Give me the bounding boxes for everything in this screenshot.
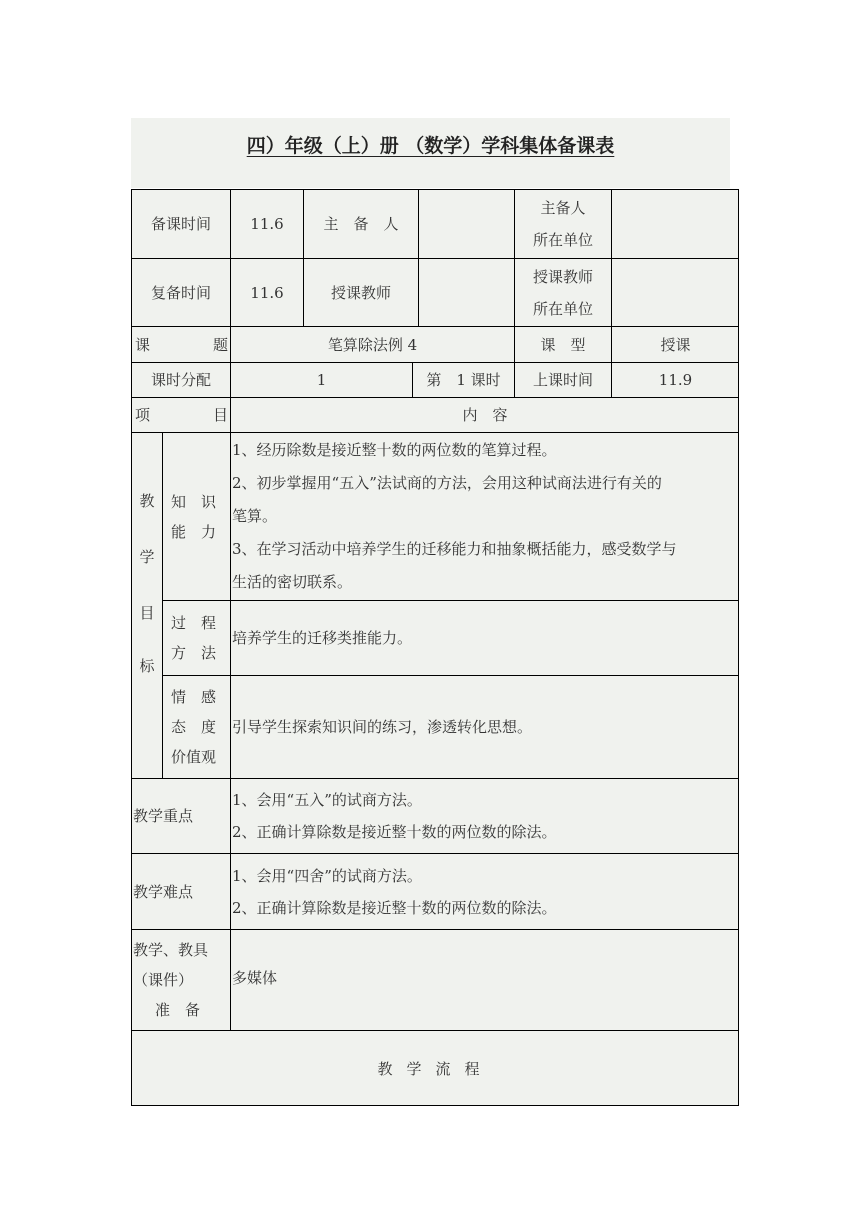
process-label-2: 方 法 [171, 644, 217, 662]
difficulty-2: 2、正确计算除数是接近整十数的两位数的除法。 [232, 898, 557, 917]
teacher-unit-value[interactable] [611, 258, 739, 326]
review-time-label [131, 258, 230, 326]
lead-unit-value[interactable] [611, 189, 739, 258]
title-band [131, 118, 730, 188]
lesson-type-label [514, 326, 611, 362]
review-time-label-text: 复备时间 [150, 283, 211, 302]
process-text: 培养学生的迁移类推能力。 [232, 629, 413, 647]
materials-label [131, 929, 230, 1030]
process-label-line-2 [163, 643, 230, 663]
teacher-label [303, 258, 418, 326]
document-title: 四）年级（上）册 （数学）学科集体备课表 [246, 135, 615, 157]
lesson-type-value-text: 授课 [660, 335, 691, 354]
teaching-flow-header [131, 1030, 739, 1106]
key-points-content [230, 778, 739, 853]
process-content [230, 600, 739, 675]
emotion-label-line-3 [163, 747, 230, 767]
lead-preparer-label-text: 主 备 人 [323, 215, 399, 233]
lesson-plan-table [131, 189, 739, 1106]
knowledge-line-5: 生活的密切联系。 [232, 573, 353, 591]
teacher-unit-label-line-1: 授课教师 [532, 267, 593, 286]
objectives-char-3: 目 [139, 604, 155, 622]
teacher-label-text: 授课教师 [330, 283, 391, 302]
class-time-value[interactable] [611, 362, 739, 397]
knowledge-label-1: 知 识 [171, 492, 217, 511]
topic-label-left: 课 [135, 335, 151, 354]
lead-preparer-label [303, 189, 418, 258]
prep-time-value[interactable] [230, 189, 303, 258]
materials-label-2: （课件） [133, 971, 194, 989]
content-label-text: 内 容 [462, 406, 508, 424]
period-count-text: 1 [316, 371, 327, 389]
key-points-label-text: 教学重点 [133, 807, 194, 825]
lead-unit-label-line-2: 所在单位 [532, 231, 593, 249]
period-index[interactable] [412, 362, 514, 397]
emotion-label-2: 态 度 [171, 718, 217, 736]
review-time-value-text: 11.6 [250, 283, 284, 302]
knowledge-line-1: 1、经历除数是接近整十数的两位数的笔算过程。 [232, 441, 557, 459]
topic-value-text: 笔算除法例 4 [327, 335, 418, 354]
lead-unit-label-line-1: 主备人 [540, 199, 586, 217]
knowledge-line-2: 2、初步掌握用“五入”法试商的方法，会用这种试商法进行有关的 [232, 474, 662, 492]
materials-text: 多媒体 [232, 969, 278, 987]
prep-time-value-text: 11.6 [250, 215, 284, 233]
knowledge-line-3: 笔算。 [232, 507, 278, 525]
item-label-right: 目 [212, 406, 228, 424]
teacher-unit-label-line-2: 所在单位 [532, 299, 593, 318]
materials-label-1: 教学、教具 [133, 941, 209, 959]
knowledge-label [162, 432, 230, 600]
key-points-label [131, 778, 230, 853]
topic-label-right: 题 [212, 335, 228, 354]
teacher-unit-label [514, 258, 611, 326]
process-label-line-1 [163, 613, 230, 633]
objectives-char-4: 标 [139, 657, 155, 675]
period-count[interactable] [230, 362, 412, 397]
emotion-label-1: 情 感 [171, 688, 217, 706]
knowledge-content [230, 432, 739, 600]
key-point-1: 1、会用“五入”的试商方法。 [232, 791, 422, 809]
process-label-1: 过 程 [171, 614, 217, 632]
prep-time-label-text: 备课时间 [150, 215, 211, 233]
content-label [230, 397, 739, 432]
topic-label [131, 326, 230, 362]
class-time-label-text: 上课时间 [532, 371, 593, 389]
class-time-value-text: 11.9 [658, 371, 693, 389]
emotion-content [230, 675, 739, 778]
key-point-2: 2、正确计算除数是接近整十数的两位数的除法。 [232, 823, 557, 841]
period-label-text: 课时分配 [150, 371, 211, 389]
lesson-type-value[interactable] [611, 326, 739, 362]
period-label [131, 362, 230, 397]
objectives-char-2: 学 [139, 548, 155, 566]
emotion-label-3: 价值观 [171, 748, 217, 766]
period-index-text: 第 1 课时 [426, 371, 501, 389]
difficulties-label [131, 853, 230, 929]
lesson-type-label-text: 课 型 [540, 335, 586, 354]
topic-value[interactable] [230, 326, 514, 362]
difficulty-1: 1、会用“四舍”的试商方法。 [232, 866, 422, 885]
objectives-group-label [131, 432, 162, 778]
emotion-label-line-1 [163, 687, 230, 707]
emotion-label [162, 675, 230, 778]
review-time-value[interactable] [230, 258, 303, 326]
knowledge-label-2: 能 力 [171, 522, 217, 541]
emotion-text: 引导学生探索知识间的练习，渗透转化思想。 [232, 718, 533, 736]
emotion-label-line-2 [163, 717, 230, 737]
objectives-char-1: 教 [139, 492, 155, 510]
knowledge-label-line-1 [163, 492, 230, 512]
class-time-label [514, 362, 611, 397]
knowledge-line-4: 3、在学习活动中培养学生的迁移能力和抽象概括能力，感受数学与 [232, 540, 677, 558]
lead-preparer-value[interactable] [418, 189, 514, 258]
difficulties-content [230, 853, 739, 929]
item-label [131, 397, 230, 432]
materials-content [230, 929, 739, 1030]
difficulties-label-text: 教学难点 [133, 882, 194, 901]
materials-label-3: 准 备 [155, 1001, 201, 1019]
process-label [162, 600, 230, 675]
teacher-value[interactable] [418, 258, 514, 326]
knowledge-label-line-2 [163, 522, 230, 542]
lead-unit-label [514, 189, 611, 258]
item-label-left: 项 [135, 406, 151, 424]
prep-time-label [131, 189, 230, 258]
teaching-flow-title: 教学流程 [377, 1059, 494, 1078]
